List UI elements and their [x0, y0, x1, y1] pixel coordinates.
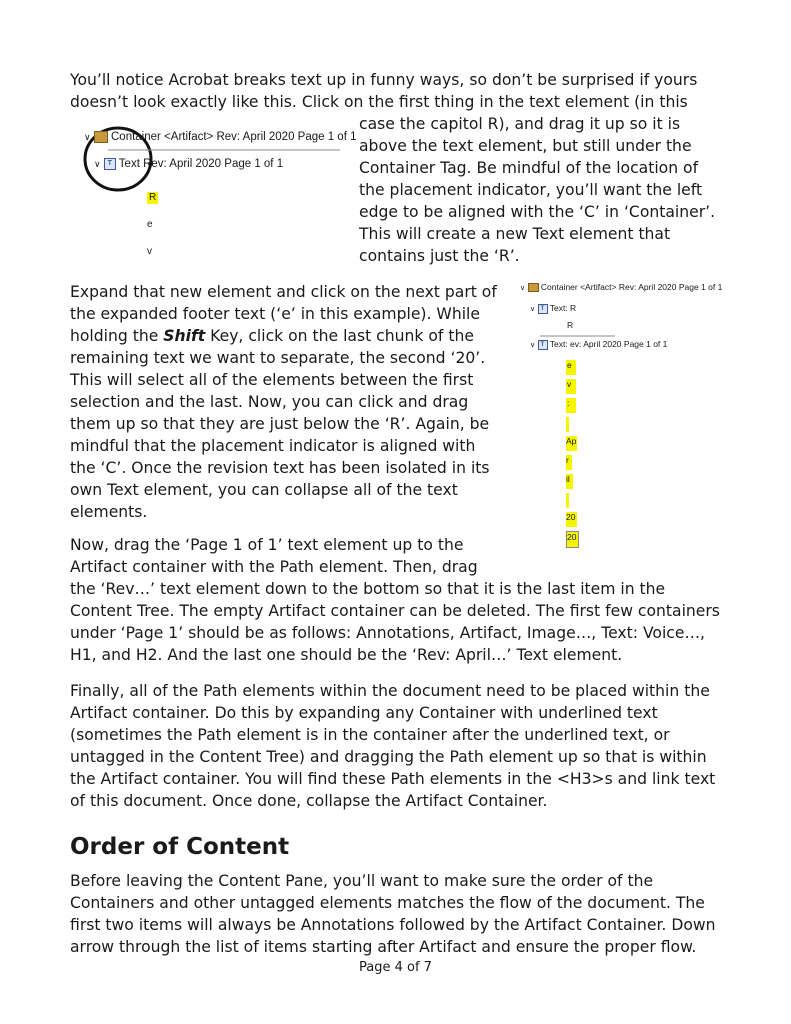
- tree-row-container[interactable]: ∨ Container <Artifact> Rev: April 2020 Page 1 of 1: [520, 282, 723, 292]
- tree-item-e[interactable]: e: [566, 360, 576, 375]
- tree-row-text-r[interactable]: ∨ T Text: R: [530, 303, 577, 313]
- tree-item-v[interactable]: v: [147, 246, 152, 257]
- chevron-down-icon[interactable]: ∨: [530, 305, 536, 313]
- tree-item-r[interactable]: R: [567, 320, 574, 330]
- tree-items: [147, 184, 158, 265]
- container-icon: [94, 131, 108, 143]
- tree-item-20b[interactable]: 20: [566, 531, 579, 548]
- tree-item-colon[interactable]: :: [566, 398, 576, 413]
- tree-item-space[interactable]: [566, 417, 569, 432]
- tree-item-ap[interactable]: Ap: [566, 436, 577, 451]
- shift-key-text: Shift: [163, 327, 206, 345]
- paragraph-drag: Now, drag the ‘Page 1 of 1’ text element up to the Artifact container with the Path element. Then, drag the ‘Rev…’ text element down to the bottom so that it is the last item in the Content Tree. The empty Artifact container can be deleted. The first few containers under ‘Page 1’ should be as follows: Annotations, Artifact, Image…, Text: Voice…, H1, and H2. And the last one should be the ‘Rev: April…’ Text element.: [70, 536, 720, 664]
- tree-row-container[interactable]: ∨ Container <Artifact> Rev: April 2020 Page 1 of 1: [84, 131, 357, 144]
- tree-item-r2[interactable]: r: [566, 455, 572, 470]
- paragraph-path-elements: Finally, all of the Path elements within the document need to be placed within the Artifact container. Do this by expanding any Container with underlined text (sometimes the Path element is in the container after the underlined text, or untagged in the Content Tree) and dragging the Path element up so that is within the Artifact container. You will find these Path elements in the <H3>s and link text of this document. Once done, collapse the Artifact Container.: [70, 682, 716, 810]
- tree-item-e[interactable]: e: [147, 219, 153, 230]
- paragraph-intro-continued: case the capitol R), and drag it up so it is above the text element, but still under the Container Tag. Be mindful of the location of the placement indicator, you’ll want the left edge to be aligned with the ‘C’ in ‘Container’. This will create a new Text element that contains just the ‘R’.: [359, 115, 716, 265]
- section-heading: Order of Content: [70, 834, 290, 860]
- text-tag-icon: T: [104, 158, 116, 170]
- paragraph-expand: Expand that new element and click on the next part of the expanded footer text (‘e’ in this example). While holding the Shift Key, click on the last chunk of the remaining text we want to separate, the second ‘20’. This will select all of the elements between the first selection and the last. Now, you can click and drag them up so that they are just below the ‘R’. Again, be mindful that the placement indicator is aligned with the ‘C’. Once the revision text has been isolated in its own Text element, you can collapse all of the text elements.: [70, 283, 497, 521]
- tree-item-r[interactable]: R: [149, 192, 157, 203]
- chevron-down-icon[interactable]: ∨: [94, 158, 101, 169]
- circle-annotation: [80, 124, 350, 264]
- chevron-down-icon[interactable]: ∨: [530, 341, 536, 349]
- page-number: Page 4 of 7: [359, 960, 432, 975]
- content-tree-screenshot-2: [520, 282, 730, 557]
- content-tree-screenshot-1: [80, 124, 357, 264]
- text-tag-icon: T: [538, 340, 548, 350]
- paragraph-order: Before leaving the Content Pane, you’ll want to make sure the order of the Containers and other untagged elements matches the flow of the document. The first two items will always be Annotations followed by the Artifact Container. Down arrow through the list of items starting after Artifact and ensure the proper flow.: [70, 872, 716, 956]
- chevron-down-icon[interactable]: ∨: [84, 131, 91, 142]
- tree-item-20a[interactable]: 20: [566, 512, 577, 527]
- tree-item-space2[interactable]: [566, 493, 569, 508]
- text-tag-icon: T: [538, 304, 548, 314]
- tree-item-v[interactable]: v: [566, 379, 576, 394]
- tree-row-text-ev[interactable]: ∨ T Text: ev: April 2020 Page 1 of 1: [530, 339, 668, 349]
- tree-item-il[interactable]: il: [566, 474, 573, 489]
- paragraph-intro: You’ll notice Acrobat breaks text up in funny ways, so don’t be surprised if yours doesn’t look exactly like this. Click on the first thing in the text element (in this: [70, 71, 698, 111]
- tree-row-text[interactable]: ∨ T Text Rev: April 2020 Page 1 of 1: [94, 158, 284, 171]
- placement-indicator: [520, 282, 730, 557]
- chevron-down-icon[interactable]: ∨: [520, 284, 526, 292]
